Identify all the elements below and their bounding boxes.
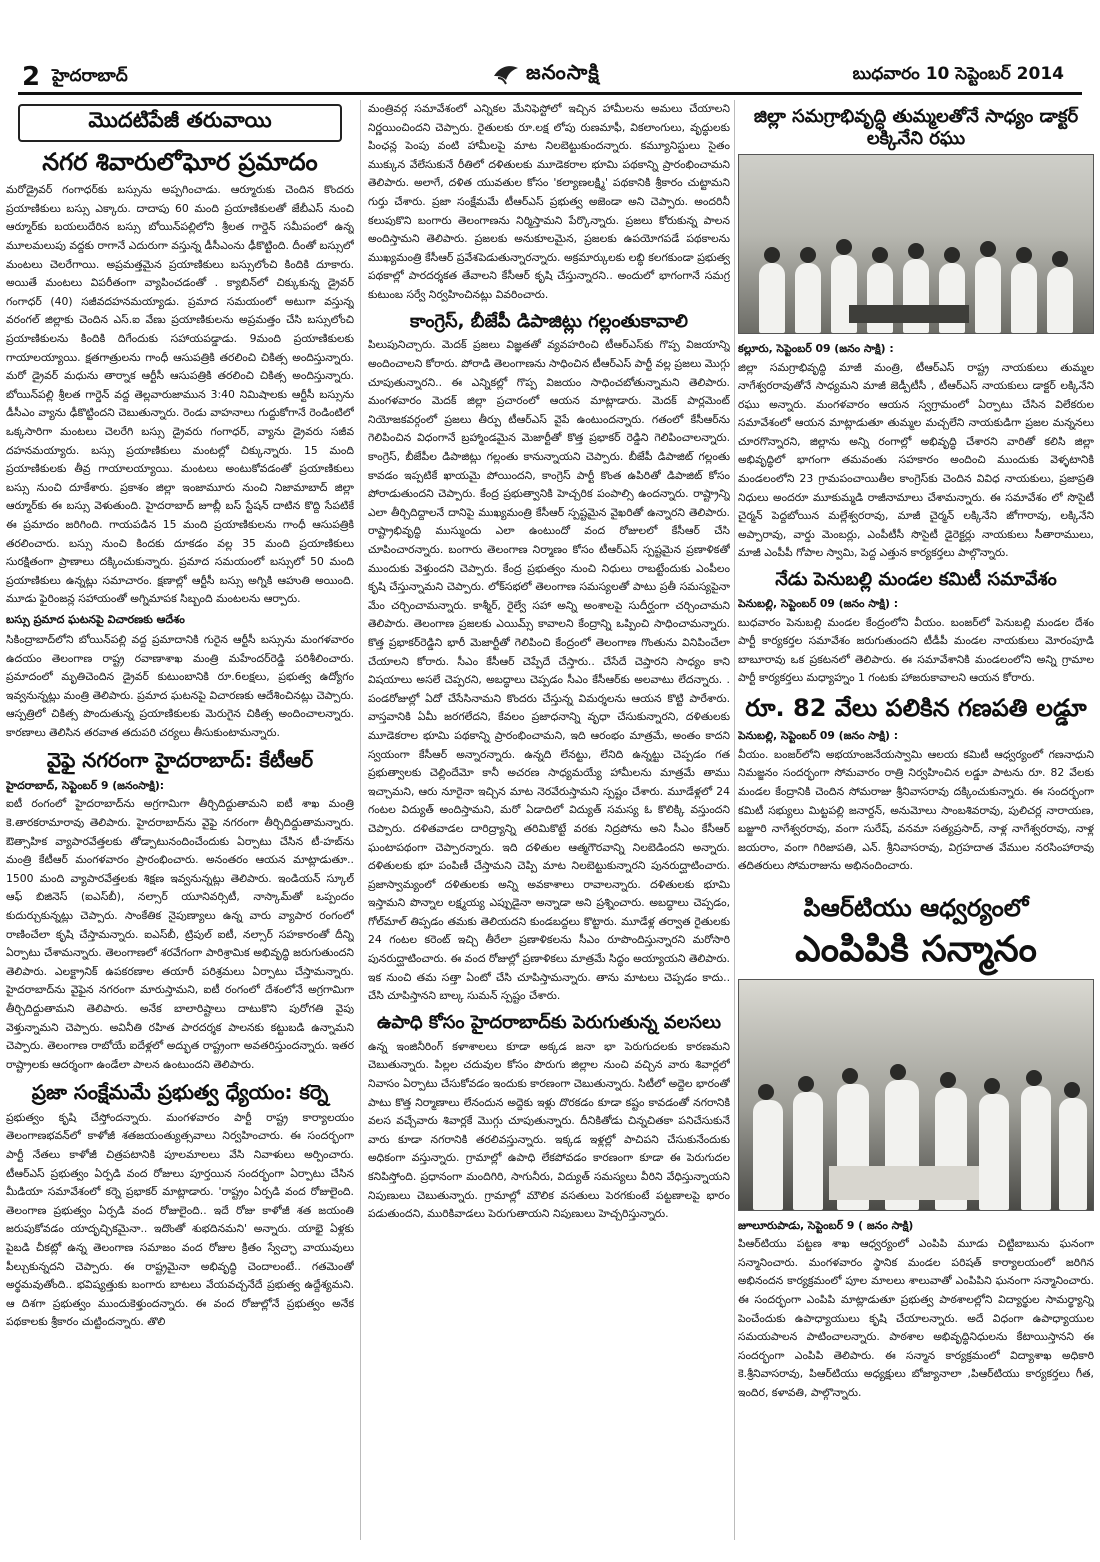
headline-penuballi-committee: నేడు పెనుబల్లి మండల కమిటీ సమావేశం <box>775 569 1057 591</box>
person-figure <box>793 1092 823 1210</box>
person-figure <box>975 257 1001 333</box>
byline-penuballi-committee: పెనుబల్లి, సెప్టెంబర్ 09 (జనం సాక్షి) : <box>738 596 899 610</box>
person-figure <box>753 1100 783 1210</box>
person-figure <box>1047 267 1073 333</box>
headline-ganapati-laddu: రూ. 82 వేలు పలికిన గణపతి లడ్డూ <box>745 693 1087 722</box>
logo-wordmark: జనంసాక్షి <box>526 59 600 84</box>
masthead-rule <box>18 92 1082 95</box>
byline-wifi-city: హైదరాబాద్, సెప్టెంబర్ 9 (జనంసాక్షి): <box>6 778 165 792</box>
article-body-penuballi-committee: బుధవారం పెనుబల్లి మండల కేంద్రంలోని వీయం. బంజర్‌లో పెనుబల్లి మండల దేశం పార్టీ కార్యకర్తల సమావేశం జరుగుతుందని టీడీపీ మండల నాయకులు మోరంపూడి బాబూరావు ఒక ప్రకటనలో తెలిపారు. ఈ సమావేశానికి మండలంలోని అన్ని గ్రామాల పార్టీ కార్యకర్తలు మధ్యాహ్నం 1 గంటకు హాజరుకావాలని ఆయన కోరారు. <box>738 615 1094 685</box>
article-body-welfare-continued: మంత్రివర్గ సమావేశంలో ఎన్నికల మేనిఫెస్టోలో ఇచ్చిన హామీలను అమలు చేయాలని నిర్ణయించిందని చెప్పారు. రైతులకు రూ.లక్ష లోపు రుణమాఫీ, వికలాంగులు, వృద్ధులకు పింఛన్ల పెంపు వంటి హామీలపై మాట నిలబెట్టుకుందన్నారు. కమ్యూనిస్టులు సైతం ముక్కున వేలేసుకునే రీతిలో దళితులకు మూడెకరాల భూమి పథకాన్ని ప్రారంభించామని తెలిపారు. అలాగే, దళిత యువతుల కోసం 'కల్యాణలక్ష్మి' పథకానికి శ్రీకారం చుట్టామని గుర్తు చేశారు. ప్రజా సంక్షేమమే టీఆర్ఎస్ ప్రభుత్వ అజెండా అని చెప్పారు. అందరినీ కలుపుకొని బంగారు తెలంగాణను నిర్మిస్తామని పేర్కొన్నారు. ప్రజలు కోరుకున్న పాలన అందిస్తామని తెలిపారు. ప్రజలకు అనుకూలమైన, ప్రజలకు ఉపయోగపడే పథకాలను ముఖ్యమంత్రి కేసీఆర్ ప్రవేశపెడుతున్నారన్నారు. అక్రమార్కులకు లబ్ధి కలగకుండా ప్రభుత్వ పథకాల్లో పారదర్శకత తేవాలని కేసీఆర్ కృషి చేస్తున్నారని.. అందులో భాగంగానే సమగ్ర కుటుంబ సర్వే నిర్వహించినట్లు వివరించారు. <box>368 102 730 301</box>
photo-press-meet <box>738 154 1094 334</box>
byline-mpp-felicitation: జూలూరుపాడు, సెప్టెంబర్ 9 ( జనం సాక్షి) <box>738 1218 914 1232</box>
edition-city: హైదరాబాద్ <box>52 66 128 86</box>
headline-wifi-city: వైఫై నగరంగా హైదరాబాద్: కేటీఆర్ <box>46 748 314 773</box>
headline-city-outskirts-accident: నగర శివారులోఘోర ప్రమాదం <box>42 148 318 176</box>
person-figure <box>1011 263 1037 333</box>
headline-public-welfare: ప్రజా సంక్షేమమే ప్రభుత్వ ధ్యేయం: కర్నె <box>31 1080 329 1105</box>
bird-logo-icon <box>492 62 520 86</box>
continued-from-front-label: మొదటిపేజీ తరువాయి <box>18 104 342 142</box>
photo-felicitation <box>738 979 1094 1211</box>
person-figure <box>979 1094 1009 1210</box>
person-figure <box>759 263 785 333</box>
headline-mpp-felicitation: ఎంపిపికి సన్మానం <box>795 929 1037 971</box>
subhead-inquiry-ordered: బస్సు ప్రమాద ఘటనపై విచారణకు ఆదేశం <box>6 612 185 626</box>
headline-migration-to-hyderabad: ఉపాధి కోసం హైదరాబాద్‌కు పెరుగుతున్న వలసలు <box>377 1011 721 1033</box>
newspaper-logo <box>492 58 600 90</box>
photo-table <box>829 1166 979 1200</box>
headline-prtu-kicker: పిఆర్‌టియు ఆధ్వర్యంలో <box>803 893 1029 922</box>
article-body-ganapati-laddu: వీయం. బంజర్‌లోని అభయాంజనేయస్వామి ఆలయ కమిటీ ఆధ్వర్యంలో గణనాధుని నిమజ్జనం సందర్భంగా సోమవారం రాత్రి నిర్వహించిన లడ్డూ పాటను రూ. 82 వేలకు మండల కేంద్రానికి చెందిన సోమరాజు శ్రీనివాసరావు దక్కించుకున్నారు. ఈ సందర్భంగా కమిటీ సభ్యులు మిట్టపల్లి జనార్దన్, అనుమోలు సాంబశివరావు, పులిచర్ల నారాయణ, బజ్జూరి నాగేశ్వరరావు, వంగా సురేష్, వనమా సత్యప్రసాద్, నాళ్ల నాగేశ్వరరావు, నాళ్ల జయరాం, వంగా గిరిజాపతి, ఎన్. శ్రీనివాసరావు, విగ్రహదాత వేముల నరసింహారావు తదితరులు సోమరాజును అభినందించారు. <box>738 747 1094 873</box>
article-body-mpp-felicitation: పిఆర్‌టియు పట్టణ శాఖ ఆధ్వర్యంలో ఎంపిపి మూడు చిట్టిబాబును ఘనంగా సన్మానించారు. మంగళవారం స్థానిక మండల పరిషత్ కార్యాలయంలో జరిగిన అభినందన కార్యక్రమంలో పూల మాలలు శాలువాతో ఎంపిపిని ఘనంగా సన్మానించారు. ఈ సందర్భంగా ఎంపిపి మాట్లాడుతూ ప్రభుత్వ పాఠశాలల్లోని విద్యార్థుల సామర్థ్యాన్ని పెంచేందుకు ఉపాధ్యాయులు కృషి చేయాలన్నారు. అదే విధంగా ఉపాధ్యాయుల సమయపాలన పాటించాలన్నారు. పాఠశాల అభివృద్ధినిధులను కేటాయిస్తానని ఈ సందర్భంగా ఎంపిపి తెలిపారు. ఈ సన్మాన కార్యక్రమంలో విద్యాశాఖ అధికారి కె.శ్రీనివాసరావు, పిఆర్‌టియు అధ్యక్షులు బోజ్యానాలా ,పిఆర్‌టియు కార్యకర్తలు గీత, ఇందిర, కళావతి, పాల్గొన్నారు. <box>738 1237 1094 1399</box>
column-divider <box>734 100 735 1540</box>
article-body-district-development: జిల్లా సమగ్రాభివృద్ధి మాజీ మంత్రి, టీఆర్ఎస్ రాష్ట్ర నాయకులు తుమ్మల నాగేశ్వరరావుతోనే సాధ్యమని మాజీ జెడ్పీటీసీ , టీఆర్ఎస్ నాయకులు డాక్టర్ లక్కినేని రఘు అన్నారు. మంగళవారం ఆయన స్వగ్రామంలో ఏర్పాటు చేసిన విలేకరుల సమావేశంలో ఆయన మాట్లాడుతూ తుమ్మల మచ్చలేని నాయకుడిగా ప్రజల మన్ననలు చూరగొన్నారని, జిల్లాను అన్ని రంగాల్లో అభివృద్ధి చేశారని వారితో కలిసి జిల్లా అభివృద్ధిలో భాగంగా తమవంతు సహకారం అందించి ముందుకు వెళ్ళటానికి మండలంలోని 23 గ్రామపంచాయితీల కాంగ్రెస్‌కు చెందిన వివిధ నాయకులు, ప్రజాప్రతి నిధులు అందరూ మూకుమ్మడి రాజీనామాలు చేశామన్నారు. ఈ సమావేశం లో సొసైటీ చైర్మన్ పెద్దబోయిన మల్లేశ్వరరావు, మాజీ చైర్మన్ లక్కినేని జోగారావు, లక్కినేని అప్పారావు, వార్డు మెంబర్లు, ఎంపీటీసీ సొసైటీ డైరెక్టర్లు నాయకులు సీతారాములు, మాజీ ఎంపీపీ గోపాల స్వామి, పెద్ద ఎత్తున కార్యకర్తలు పాల్గొన్నారు. <box>738 360 1094 560</box>
column-divider <box>360 100 361 1540</box>
byline-ganapati-laddu: పెనుబల్లి, సెప్టెంబర్ 09 (జనం సాక్షి) : <box>738 729 899 743</box>
column-middle <box>368 100 730 1540</box>
article-body-accident: మరోడ్రైవర్ గంగాధర్‌కు బస్సును అప్పగించాడు. ఆర్మూరుకు చెందిన కొందరు ప్రయాణికులు బస్సు ఎక్కారు. దాదాపు 60 మంది ప్రయాణికులతో జేబీఎస్ నుంచి ఆర్మూర్‌కు బయలుదేరిన బస్సు బోయిన్‌పల్లిలోని శ్రీలత గార్డెన్ సమీపంలో ఉన్న మూలమలుపు వద్దకు రాగానే ఎదురుగా వస్తున్న డీసీఎంను ఢీకొట్టింది. దీంతో బస్సులో మంటలు చెలరేగాయి. అప్రమత్తమైన ప్రయాణికులు బస్సులోంచి కిందికి దూకారు. అయితే మంటలు విపరీతంగా వ్యాపించడంతో . క్యాబిన్‌లో చిక్కుకున్న డ్రైవర్ గంగాధర్ (40) సజీవదహనమయ్యాడు. ప్రమాద సమయంలో అటుగా వస్తున్న వరంగల్ జిల్లాకు చెందిన ఎస్.ఐ వేణు ప్రయాణికులను అప్రమత్తం చేసి బస్సులోంచి ప్రయాణికులను కిందికి దిగేందుకు సహాయపడ్డాడు. 9మంది ప్రయాణికులకు గాయాలయ్యాయి. క్షతగాత్రులను గాంధీ ఆసుపత్రికి తరలించి చికిత్స అందిస్తున్నారు. మరో డ్రైవర్ మధును తార్నాక ఆర్టీసీ ఆసుపత్రికి తరలించి చికిత్స అందిస్తున్నారు. బోయిన్‌పల్లి శ్రీలత గార్డెన్ వద్ద తెల్లవారుజామున 3:40 నిమిషాలకు ఆర్టీసీ బస్సును డీసీఎం వ్యాను ఢీకొట్టిందని చెబుతున్నారు. రెండు వాహనాలు గుద్దుకోగానే రెండింటిలో ఒక్కసారిగా మంటలు చెలరేగి బస్సు డ్రైవరు గంగాధర్, వ్యాను డ్రైవరు సజీవ దహనమయ్యారు. బస్సు ప్రయాణికులు మంటల్లో చిక్కున్నారు. 15 మంది ప్రయాణికులకు తీవ్ర గాయాలయ్యాయి. మంటలు అంటుకోవడంతో ప్రయాణికులు బస్సు నుంచి దూకేశారు. ప్రకాశం జిల్లా ఇంజామూరు నుంచి నిజామాబాద్ జిల్లా ఆర్మూర్‌కు ఈ బస్సు వెళుతుంది. హైదరాబాద్ జూబ్లీ బస్ స్టేషన్ దాటిన కొద్ది సేపటికే ఈ ప్రమాదం జరిగింది. గాయపడిన 15 మంది ప్రయాణికులను గాంధీ ఆసుపత్రికి తరలించారు. బస్సు నుంచి కిందకు దూకడం వల్ల 35 మంది ప్రయాణికులు సురక్షితంగా ప్రాణాలు దక్కించుకున్నారు. ప్రమాద సమయంలో బస్సులో 50 మంది ప్రయాణికులు ఉన్నట్లు సమాచారం. క్షణాల్లో ఆర్టీసీ బస్సు అగ్నికి ఆహుతి అయింది. మూడు ఫైరింజన్ల సహాయంతో అగ్నిమాపక సిబ్బంది మంటలను ఆర్పారు. <box>6 183 354 606</box>
person-figure <box>795 263 821 333</box>
column-right <box>738 100 1094 1540</box>
issue-date: బుధవారం 10 సెప్టెంబర్ 2014 <box>852 64 1064 84</box>
byline-district-development: కల్లూరు, సెప్టెంబర్ 09 (జనం సాక్షి) : <box>738 341 894 355</box>
person-figure <box>1021 1086 1051 1210</box>
article-body-wifi-city: ఐటీ రంగంలో హైదరాబాద్‌ను అగ్రగామిగా తీర్చిదిద్దుతామని ఐటీ శాఖ మంత్రి కె.తారకరామారావు తెలిపారు. హైదరాబాద్‌ను వైఫై నగరంగా తీర్చిదిద్దుతామన్నారు. ఔత్సాహిక వ్యాపారవేత్తలకు తోడ్పాటునందించేందుకు ఏర్పాటు చేసిన టీ-హబ్‌ను మంత్రి కేటీఆర్ మంగళవారం ప్రారంభించారు. అనంతరం ఆయన మాట్లాడుతూ.. 1500 మంది వ్యాపారవేత్తలకు శిక్షణ ఇవ్వనున్నట్లు తెలిపారు. ఇండియన్ స్కూల్ ఆఫ్ బిజినెస్ (ఐఎస్‌బీ), నల్సార్ యూనివర్సిటీ, నాస్కామ్‌తో ఒప్పందం కుదుర్చుకున్నట్లు చెప్పారు. సాంకేతిక నైపుణ్యాలు ఉన్న వారు వ్యాపార రంగంలో రాణించేలా కృషి చేస్తామన్నారు. ఐఎస్‌బీ, ట్రిపుల్ ఐటీ, నల్సార్ సహకారంతో దీన్ని ఏర్పాటు చేశామన్నారు. తెలంగాణలో శరవేగంగా పారిశ్రామిక అభివృద్ధి జరుగుతుందని తెలిపారు. ఎలక్ట్రానిక్ ఉపకరణాల తయారీ పరిశ్రమలు ఏర్పాటు చేస్తామన్నారు. హైదరాబాద్‌ను వైఫైన నగరంగా మారుస్తామని, ఐటీ రంగంలో దేశంలోనే అగ్రగామిగా తీర్చిదిద్దుతామని తెలిపారు. అనేక బాలారిష్టాలు దాటుకొని పురోగతి వైపు వెళ్తున్నామని చెప్పారు. అవినీతి రహిత పారదర్శక పాలనకు కట్టుబడి ఉన్నామని చెప్పారు. తెలంగాణ రాబోయే ఐదేళ్లలో అద్భుత రాష్ట్రంగా అవతరిస్తుందన్నారు. ఇతర రాష్ట్రాలకు ఆదర్శంగా ఉండేలా పాలన ఉంటుందని తెలిపారు. <box>6 797 354 1071</box>
page-number: 2 <box>22 62 41 92</box>
article-body-migration: ఉన్న ఇంజినీరింగ్ కళాశాలలు కూడా అక్కడ జనా భా పెరుగుదలకు కారణమని చెబుతున్నారు. పిల్లల చదువుల కోసం పొరుగు జిల్లాల నుంచి వచ్చిన వారు శివార్లలో నివాసం ఏర్పాటు చేసుకోవడం ఇందుకు కారణంగా చెబుతున్నారు. సిటీలో అద్దెల భారంతో పాటు కొత్త నిర్మాణాలు లేనందున అద్దెకు ఇళ్లు దొరకడం కూడా కష్టం కావడంతో నగరానికి వలస వచ్చేవారు శివార్లకే మొగ్గు చూపుతున్నారు. దీనికితోడు చిన్నచితకా పనిచేసుకునే వారు కూడా నగరానికి తరలివస్తున్నారు. ఇక్కడ ఇళ్లల్లో పాచిపని చేసుకునేందుకు అధికంగా వస్తున్నారు. గ్రామాల్లో ఉపాధి లేకపోవడం కారణంగా కూడా ఈ పెరుగుదల కనిపిస్తోంది. ప్రధానంగా మందిగిరి, సాగునీరు, విద్యుత్ సమస్యలు వీరిని వేధిస్తున్నాయని నిపుణులు చెబుతున్నారు. గ్రామాల్లో మౌలిక వసతులు పెరగకుంటే పట్టణాలపై భారం పడుతుందని, మురికివాడలు పెరుగుతాయని నిపుణులు హెచ్చరిస్తున్నారు. <box>368 1039 730 1221</box>
article-body-deposits-lost: పిలుపునిచ్చారు. మెదక్ ప్రజలు విజ్ఞతతో వ్యవహరించి టీఆర్ఎస్‌కు గొప్ప విజయాన్ని అందించాలని కోరారు. పోరాడి తెలంగాణను సాధించిన టీఆర్ఎస్ పార్టీ వల్ల ప్రజలు మొగ్గు చూపుతున్నారని.. ఈ ఎన్నికల్లో గొప్ప విజయం సాధించబోతున్నామని తెలిపారు. మంగళవారం మెదక్ జిల్లా ప్రచారంలో ఆయన మాట్లాడారు. మెదక్ పార్లమెంట్ నియోజకవర్గంలో ప్రజలు తీర్పు టీఆర్ఎస్ వైపే ఉంటుందన్నారు. గతంలో కేసీఆర్‌ను గెలిపించిన విధంగానే బ్రహ్మాండమైన మెజార్టీతో కొత్త ప్రభాకర్ రెడ్డిని గెలిపించాలన్నారు. కాంగ్రెస్, బీజేపీల డిపాజిట్లు గల్లంతు కానున్నాయని చెప్పారు. బీజేపీ డిపాజిట్ గల్లంతు కావడం ఇప్పటికే ఖాయమై పోయిందని, కాంగ్రెస్ పార్టీ కొంత ఉపిరితో డిపాజిట్ కోసం పోరాడుతుందని చెప్పారు. కేంద్ర ప్రభుత్వానికి హెచ్చరిక పంపాల్సి ఉందన్నారు. రాష్ట్రాన్ని ఎలా తీర్చిదిద్దాలనే దానిపై ముఖ్యమంత్రి కేసీఆర్ స్పష్టమైన వైఖరితో ఉన్నారని తెలిపారు. రాష్ట్రాభివృద్ధి ముస్ముందు ఎలా ఉంటుందో వంద రోజులలో కేసీఆర్ చేసి చూపించారన్నారు. బంగారు తెలంగాణ నిర్మాణం కోసం టీఆర్ఎస్ స్పష్టమైన ప్రణాళికతో ముందుకు వెళ్తుందని చెప్పారు. కేంద్ర ప్రభుత్వం నుంచి నిధులు రాబట్టేందుకు ఎంపీలం కృషి చేస్తున్నామని చెప్పారు. లోక్‌సభలో తెలంగాణ సమస్యలతో పాటు ప్రతీ సమస్యపైనా మేం చర్చించామన్నారు. కాశ్మీర్, రైల్వే సహా అన్ని అంశాలపై సుదీర్ఘంగా చర్చించామని తెలిపారు. తెలంగాణ ప్రజలకు ఎయిమ్స్ కావాలని కేంద్రాన్ని ఒప్పించి సాధించామన్నారు. కొత్త ప్రభాకర్‌రెడ్డిని భారీ మెజార్టీతో గెలిపించి కేంద్రంలో తెలంగాణ గొంతును వినిపించేలా చేయాలని కోరారు. సీఎం కేసీఆర్ చెప్పేదే చేస్తారు.. చేసేదే చెప్తారని సాధ్యం కాని విషయాలు అసలే చెప్పరని, అబద్ధాలు చెప్పడం సీఎం కేసీఆర్‌కు అలవాటు లేదన్నారు. . పండరోజుల్లో ఏదో చేసేసినామని కొందరు చేస్తున్న విమర్శలను ఆయన కొట్టి పారేశారు. వాస్తవానికి ఏమీ జరగలేదని, కేవలం ప్రజాధనాన్ని వృధా చేసుకున్నారని, దళితులకు మూడెకరాల భూమి పథకాన్ని ప్రారంభించామని, ఇది ఆరంభం మాత్రమే, అంతం కాదని స్వయంగా కేసీఆర్ అన్నారన్నారు. ఉన్నది లేనట్టు, లేనిది ఉన్నట్టు చెప్పడం గత ప్రభుత్వాలకు చెల్లిందేమో కానీ అచరణ సాధ్యమయ్యే హామీలను మాత్రమే తాము ఇచ్చామని, ఆరు నూరైనా ఇచ్చిన మాట నెరవేరుస్తామని స్పష్టం చేశారు. మూడేళ్లలో 24 గంటల విద్యుత్ అందిస్తామని, మరో ఏడాదిలో విద్యుత్ సమస్య ఓ కొలిక్కి వస్తుందని చెప్పారు. దళితవాడల దారిద్ర్యాన్ని తరిమికొట్టే వరకు నిద్రపోను అని సీఎం కేసీఆర్ ఘంటాపథంగా చెప్పారన్నారు. ఇది దళితుల ఆత్మగౌరవాన్ని నిలబెడిందని అన్నారు. దళితులకు భూ పంపిణీ చేస్తామని చెప్పి మాట నిలబెట్టుకున్నారని పునరుద్ఘాటించారు. ప్రజాస్వామ్యంలో దళితులకు అన్ని అవకాశాలు రావాలన్నారు. దళితులకు భూమి ఇస్తామని పొన్నాల లక్ష్మయ్య ఎప్పుడైనా అన్నాడా అని ప్రశ్నించారు. అబద్ధాలు చెప్పడం, గోల్‌మాల్ తిప్పడం తమకు తెలియదని కుండబద్దలు కొట్టారు. మూడేళ్ల తర్వాత రైతులకు 24 గంటల కరెంట్ ఇచ్చి తీరేలా ప్రణాళికలను సీఎం రూపొందిస్తున్నారని మరోసారి పునరుద్ఘాటించారు. ఈ వంద రోజుల్లో ప్రణాళికలు మాత్రమే సిద్ధం అయ్యాయని తెలిపారు. ఇక నుంచి తమ సత్తా ఏంటో చేసి చూపిస్తామన్నారు. తాను మాటలు చెప్పడం కాదు.. చేసి చూపిస్తానని బాల్క సుమన్ స్పష్టం చేశారు. <box>368 338 730 1003</box>
person-figure <box>1059 1098 1087 1210</box>
photo-table <box>849 305 969 323</box>
article-body-inquiry: సికింద్రాబాద్‌లోని బోయిన్‌పల్లి వద్ద ప్రమాదానికి గురైన ఆర్టీసీ బస్సును మంగళవారం ఉదయం తెలంగాణ రాష్ట్ర రవాణాశాఖ మంత్రి మహేందర్‌రెడ్డి పరిశీలించారు. ప్రమాదంలో మృతిచెందిన డ్రైవర్ కుటుంబానికి రూ.6లక్షలు, ప్రభుత్వ ఉద్యోగం ఇవ్వనున్నట్లు మంత్రి తెలిపారు. ప్రమాద ఘటనపై విచారణకు ఆదేశించినట్లు చెప్పారు. ఆస్పత్రిలో చికిత్స పొందుతున్న ప్రయాణికులకు మెరుగైన చికిత్స అందించాలన్నారు. కారణాలు తెలిసిన తరవాత తదుపరి చర్యలు తీసుకుంటామన్నారు. <box>6 632 354 739</box>
column-left <box>6 100 354 1540</box>
masthead <box>0 0 1100 98</box>
headline-deposits-lost: కాంగ్రెస్, బీజేపీ డిపాజిట్లు గల్లంతుకావాలి <box>409 310 688 332</box>
article-body-public-welfare: ప్రభుత్వం కృషి చేస్తోందన్నారు. మంగళవారం పార్టీ రాష్ట్ర కార్యాలయం తెలంగాణభవన్‌లో కాళోజీ శతజయంత్యుత్సవాలు నిర్వహించారు. ఈ సందర్భంగా పార్టీ నేతలు కాళోజీ చిత్రపటానికి పూలమాలలు వేసి నివాళులు అర్పించారు. టీఆర్ఎస్ ప్రభుత్వం ఏర్పడి వంద రోజులు పూర్తయిన సందర్భంగా ఏర్పాటు చేసిన మీడియా సమావేశంలో కర్నె ప్రభాకర్ మాట్లాడారు. 'రాష్ట్రం ఏర్పడి వంద రోజులైంది. తెలంగాణ ప్రభుత్వం ఏర్పడి వంద రోజులైంది.. ఇదే రోజు కాళోజీ శత జయంతి జరుపుకోవడం యాదృచ్ఛికమైనా.. ఇదొంతో శుభదినమని' అన్నారు. యాభై ఏళ్లకు పైబడి చీకట్లో ఉన్న తెలంగాణ సమాజం వంద రోజుల క్రితం స్వేచ్ఛా వాయువులు పీల్చుకున్నదని చెప్పారు. ఈ రాష్ట్రమైనా అభివృద్ధి చెందాలంటే.. గతమెంతో అర్థమవుతోంది.. భవిష్యత్తుకు బంగారు బాటలు వేయవచ్చనేదే ప్రభుత్వ ఉద్దేశ్యమని. ఆ దిశగా ప్రభుత్వం ముందుకెళ్తుందన్నారు. ఈ వంద రోజుల్లోనే ప్రభుత్వం అనేక పథకాలకు శ్రీకారం చుట్టిందన్నారు. తొలి <box>6 1110 354 1329</box>
headline-district-development: జిల్లా సమగ్రాభివృద్ధి తుమ్మలతోనే సాధ్యం డాక్టర్ లక్కినేని రఘు <box>753 106 1079 149</box>
